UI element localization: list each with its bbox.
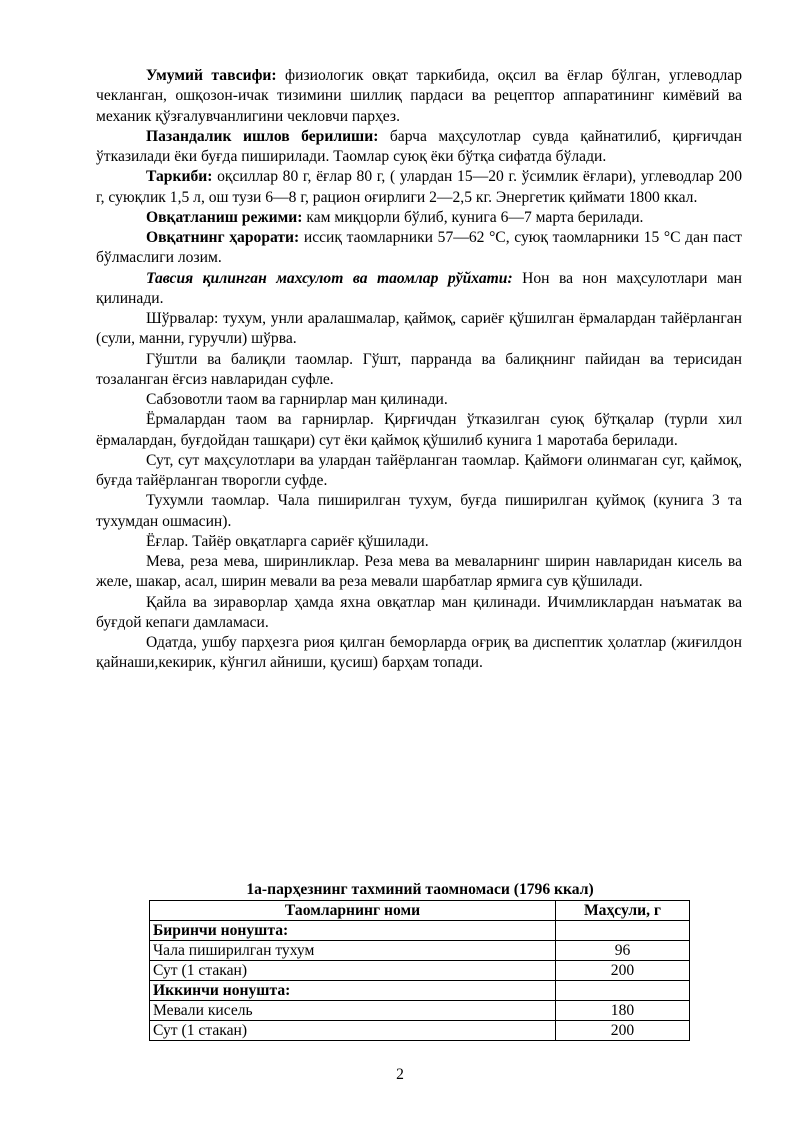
paragraph-text: Ёрмалардан таом ва гарнирлар. Қирғичдан ўтказилган суюқ бўтқалар (турли хил ёрмалардан, буғдойдан ташқари) сут ёки қаймоқ қўшилиб кунига 1 маротаба берилади. xyxy=(96,411,742,449)
table-caption: 1а-парҳезнинг тахминий таомномаси (1796 ккал) xyxy=(246,881,594,898)
paragraph-text: барча маҳсулотлар сувда қайнатилиб, қирғичдан ўтказилади ёки буғда пиширилади. Таомлар суюқ ёки бўтқа сифатда бўлади. xyxy=(96,127,742,165)
paragraph-text: Қайла ва зираворлар ҳамда яхна овқатлар ман қилинади. Ичимликлардан наъматак ва буғдой кепаги дамламаси. xyxy=(96,593,742,631)
dish-name: Мевали кисель xyxy=(150,1001,556,1021)
dish-name: Иккинчи нонушта: xyxy=(150,981,556,1001)
column-header-dish: Таомларнинг номи xyxy=(150,901,556,921)
paragraph xyxy=(96,552,742,593)
paragraph xyxy=(96,127,742,168)
paragraph xyxy=(96,309,742,350)
paragraph-label: Овқатнинг ҳарорати: xyxy=(146,229,300,246)
paragraph-text: Одатда, ушбу парҳезга риоя қилган беморларда оғриқ ва диспептик ҳолатлар (жиғилдон қайнаши,кекирик, кўнгил айниши, қусиш) барҳам топади. xyxy=(96,634,742,672)
paragraph-text: Сабзовотли таом ва гарнирлар ман қилинади. xyxy=(146,391,448,408)
paragraph-text: иссиқ таомларники 57—62 °С, суюқ таомларники 15 °С дан паст бўлмаслиги лозим. xyxy=(96,229,742,267)
paragraph xyxy=(96,532,742,552)
dish-name: Чала пиширилган тухум xyxy=(150,941,556,961)
paragraph xyxy=(96,593,742,634)
table-group-row xyxy=(150,921,690,941)
paragraph xyxy=(96,66,742,127)
paragraph-label: Пазандалик ишлов берилиши: xyxy=(146,127,379,145)
paragraph-text: Нон ва нон маҳсулотлари ман қилинади. xyxy=(96,269,742,307)
dish-name: Биринчи нонушта: xyxy=(150,921,556,941)
dish-amount: 200 xyxy=(556,961,690,981)
table-row xyxy=(150,1001,690,1021)
table-row xyxy=(150,961,690,981)
paragraph-label: Тавсия қилинган махсулот ва таомлар рўйхати: xyxy=(146,269,513,287)
paragraph-text: Шўрвалар: тухум, унли аралашмалар, қаймоқ, сариёғ қўшилган ёрмалардан тайёрланган (сули, манни, гуручли) шўрва. xyxy=(96,310,742,348)
dish-amount xyxy=(556,921,690,941)
dish-amount: 200 xyxy=(556,1021,690,1041)
paragraph xyxy=(96,410,742,451)
paragraph-label: Овқатланиш режими: xyxy=(146,208,303,226)
dish-name: Сут (1 стакан) xyxy=(150,961,556,981)
paragraph xyxy=(96,208,742,228)
page-number: 2 xyxy=(396,1066,404,1083)
dish-amount xyxy=(556,981,690,1001)
body-text xyxy=(96,66,742,674)
paragraph-label: Умумий тавсифи: xyxy=(146,67,277,84)
paragraph-text: Гўштли ва балиқли таомлар. Гўшт, парранда ва балиқнинг пайидан ва терисидан тозаланган ёғсиз навларидан суфле. xyxy=(96,350,742,388)
table-header-row xyxy=(150,901,690,921)
table-row xyxy=(150,1021,690,1041)
table-group-row xyxy=(150,981,690,1001)
paragraph xyxy=(96,451,742,492)
dish-amount: 96 xyxy=(556,941,690,961)
paragraph-text: физиологик овқат таркибида, оқсил ва ёғлар бўлган, углеводлар чекланган, ошқозон-ичак тизимини шиллиқ пардаси ва рецептор аппаратининг кимёвий ва механик қўзғалувчанлигини чекловчи парҳез. xyxy=(96,67,743,125)
paragraph xyxy=(96,390,742,410)
paragraph-text: Сут, сут маҳсулотлари ва улардан тайёрланган таомлар. Қаймоғи олинмаган суг, қаймоқ, буғда тайёрланган творогли суфде. xyxy=(96,451,742,489)
column-header-amount: Маҳсули, г xyxy=(556,901,690,921)
paragraph xyxy=(96,633,742,674)
paragraph xyxy=(96,167,742,208)
table-row xyxy=(150,941,690,961)
paragraph xyxy=(96,491,742,532)
paragraph-text: Мева, реза мева, ширинликлар. Реза мева ва меваларнинг ширин навларидан кисель ва желе, шакар, асал, ширин мевали ва реза мевали шарбатлар ярмига сув қўшилади. xyxy=(96,553,742,591)
paragraph xyxy=(96,228,742,269)
menu-table xyxy=(149,900,690,1041)
paragraph-text: оқсиллар 80 г, ёғлар 80 г, ( улардан 15—20 г. ўсимлик ёғлари), углеводлар 200 г, суюқлик 1,5 л, ош тузи 6—8 г, рацион оғирлиги 2—2,5 кг. Энергетик қиймати 1800 ккал. xyxy=(96,168,742,206)
paragraph xyxy=(96,350,742,391)
paragraph-text: кам миқцорли бўлиб, кунига 6—7 марта берилади. xyxy=(302,208,644,226)
paragraph-text: Ёғлар. Тайёр овқатларга сариёғ қўшилади. xyxy=(146,532,429,550)
paragraph-label: Таркиби: xyxy=(146,168,213,186)
dish-name: Сут (1 стакан) xyxy=(150,1021,556,1041)
paragraph xyxy=(96,269,742,310)
paragraph-text: Тухумли таомлар. Чала пиширилган тухум, буғда пиширилган қуймоқ (кунига 3 та тухумдан ошмасин). xyxy=(96,492,742,530)
dish-amount: 180 xyxy=(556,1001,690,1021)
